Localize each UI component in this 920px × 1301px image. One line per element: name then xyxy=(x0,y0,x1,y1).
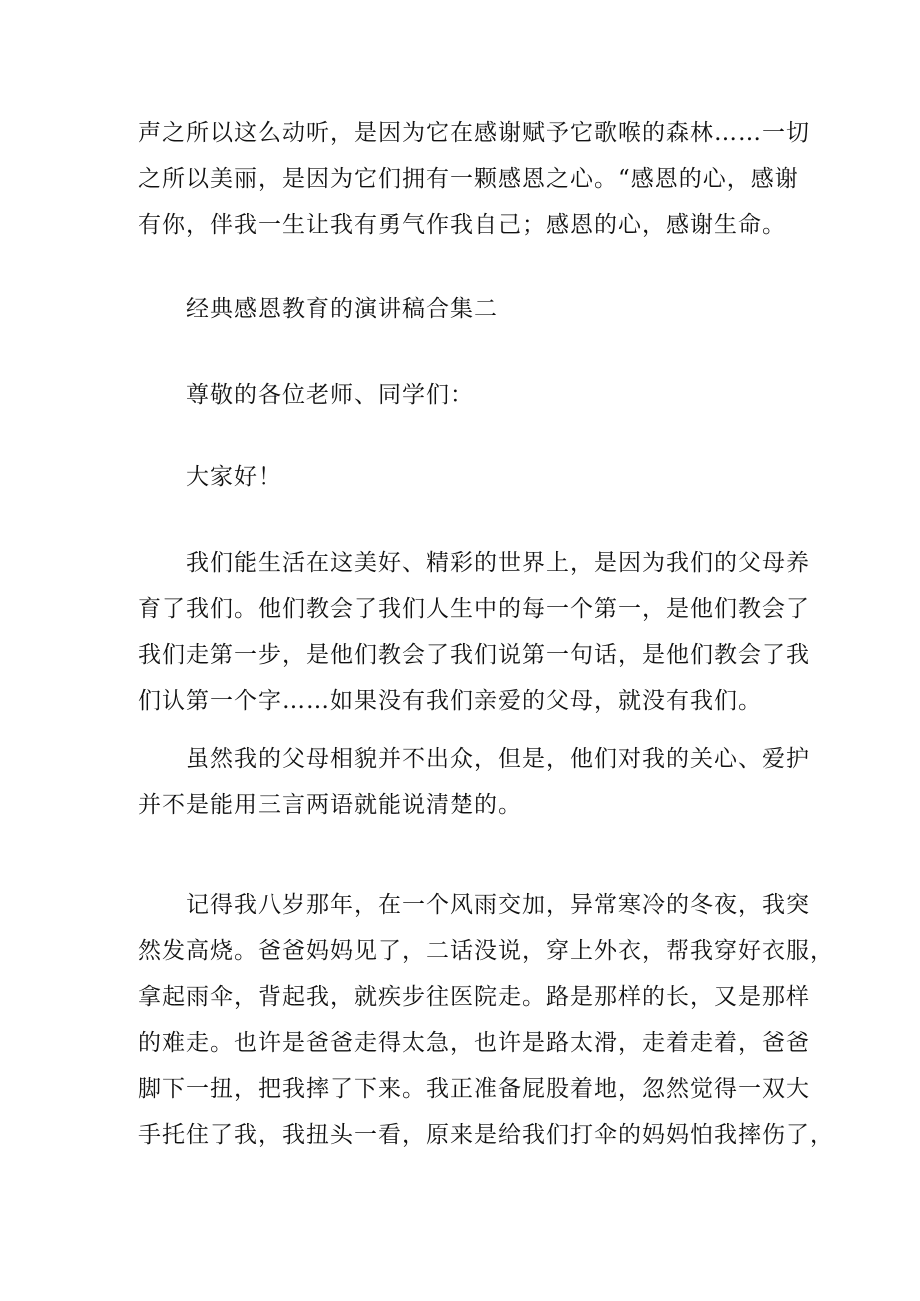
continuation-paragraph xyxy=(138,110,810,248)
text-line: 声之所以这么动听，是因为它在感谢赋予它歌喉的森林……一切 xyxy=(138,120,810,146)
text-line: 脚下一扭，把我摔了下来。我正准备屁股着地，忽然觉得一双大 xyxy=(138,1076,810,1102)
text-line: 虽然我的父母相貌并不出众，但是，他们对我的关心、爱护 xyxy=(186,746,810,772)
text-line: 手托住了我，我扭头一看，原来是给我们打伞的妈妈怕我摔伤了， xyxy=(138,1122,834,1148)
paragraph-2 xyxy=(138,736,810,828)
paragraph-3 xyxy=(138,882,834,1158)
text-line: 的难走。也许是爸爸走得太急，也许是路太滑，走着走着，爸爸 xyxy=(138,1030,810,1056)
text-line: 我们能生活在这美好、精彩的世界上，是因为我们的父母养 xyxy=(186,550,810,576)
text-line: 有你，伴我一生让我有勇气作我自己；感恩的心，感谢生命。 xyxy=(138,212,786,238)
salutation-text: 尊敬的各位老师、同学们： xyxy=(186,382,474,408)
paragraph-1 xyxy=(138,540,810,724)
greeting xyxy=(138,454,788,500)
text-line: 并不是能用三言两语就能说清楚的。 xyxy=(138,792,522,818)
section-heading xyxy=(138,286,788,332)
text-line: 育了我们。他们教会了我们人生中的每一个第一，是他们教会了 xyxy=(138,596,810,622)
text-line: 记得我八岁那年，在一个风雨交加，异常寒冷的冬夜，我突 xyxy=(186,892,810,918)
heading-text: 经典感恩教育的演讲稿合集二 xyxy=(186,296,498,322)
text-line: 拿起雨伞，背起我，就疾步往医院走。路是那样的长，又是那样 xyxy=(138,984,810,1010)
greeting-text: 大家好！ xyxy=(186,464,282,490)
text-line: 然发高烧。爸爸妈妈见了，二话没说，穿上外衣，帮我穿好衣服， xyxy=(138,938,834,964)
text-line: 们认第一个字……如果没有我们亲爱的父母，就没有我们。 xyxy=(138,688,762,714)
text-line: 我们走第一步，是他们教会了我们说第一句话，是他们教会了我 xyxy=(138,642,810,668)
text-line: 之所以美丽，是因为它们拥有一颗感恩之心。“感恩的心，感谢 xyxy=(138,166,799,192)
salutation xyxy=(138,372,788,418)
